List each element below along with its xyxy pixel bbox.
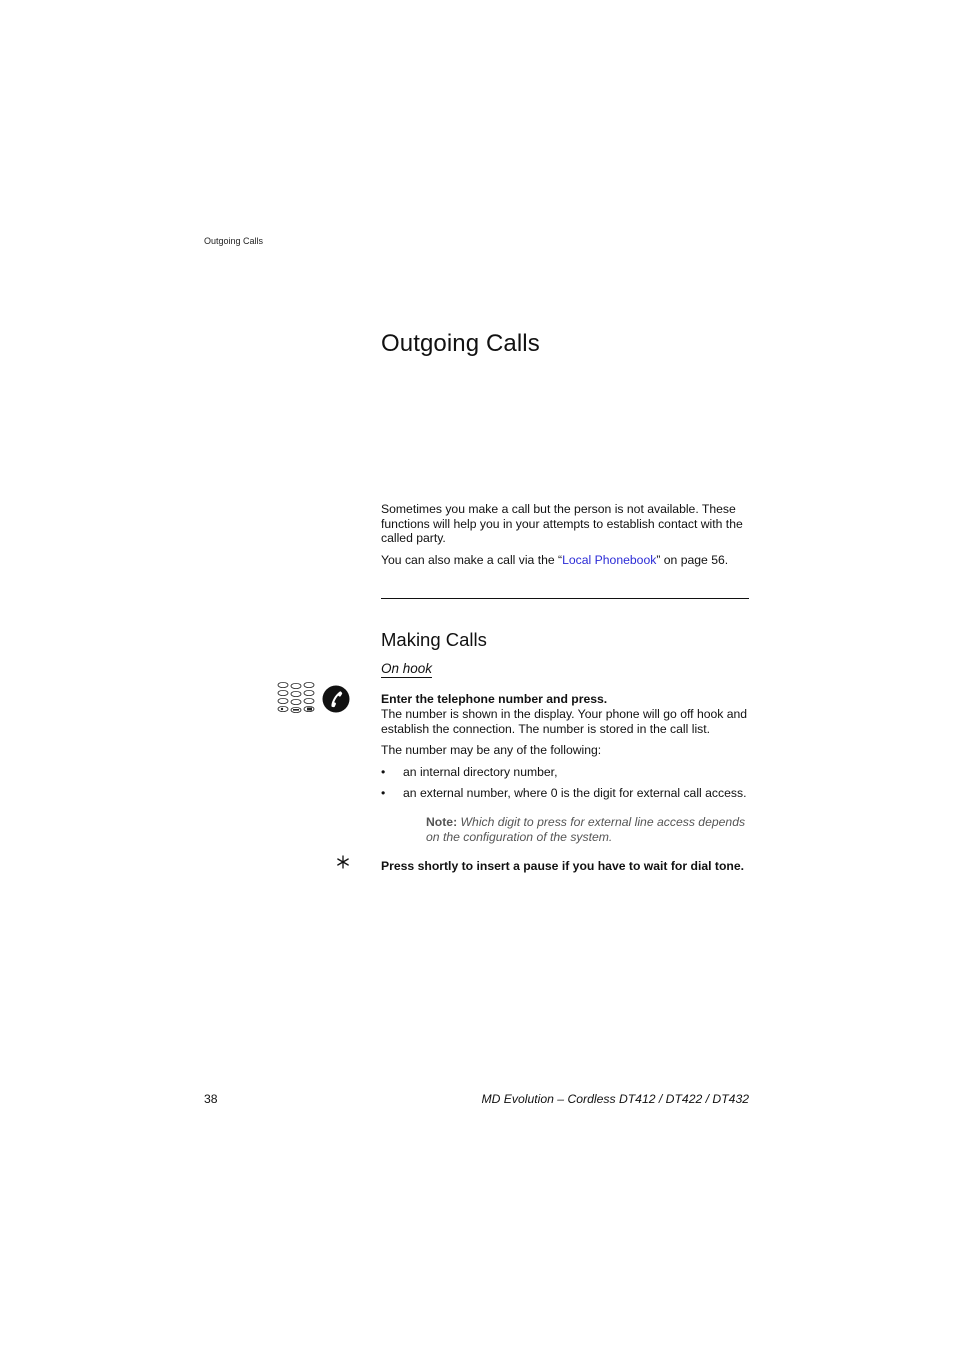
- number-types-intro: The number may be any of the following:: [381, 743, 602, 757]
- note-text: Which digit to press for external line access depends on the configuration of the system.: [426, 815, 746, 844]
- phonebook-prefix: You can also make a call via the “: [381, 553, 563, 567]
- subsection-heading: On hook: [381, 661, 433, 676]
- section-heading: Making Calls: [381, 629, 487, 650]
- phonebook-reference: [381, 553, 751, 568]
- section-divider: [381, 598, 749, 599]
- list-item-text: an internal directory number,: [403, 765, 558, 779]
- bullet-marker: •: [381, 786, 386, 800]
- running-header: Outgoing Calls: [204, 236, 264, 246]
- keypad-icon: [276, 681, 318, 715]
- step-insert-pause: Press shortly to insert a pause if you have to wait for dial tone.: [381, 859, 745, 873]
- intro-paragraph: Sometimes you make a call but the person is not available. These functions will help you in your attempts to establish contact with the called party.: [381, 502, 743, 546]
- note-label: Note:: [426, 815, 458, 829]
- bullet-marker: •: [381, 765, 386, 779]
- list-item: [381, 765, 761, 780]
- chapter-title: Outgoing Calls: [381, 330, 540, 357]
- list-item: [381, 786, 761, 801]
- page-number: 38: [204, 1092, 218, 1106]
- star-key-icon: [336, 855, 350, 869]
- phone-handset-icon: [322, 685, 350, 713]
- list-item-text: an external number, where 0 is the digit for external call access.: [403, 786, 747, 800]
- step-enter-number-description: The number is shown in the display. Your phone will go off hook and establish the connection. The number is stored in the call list.: [381, 707, 748, 736]
- step-enter-number: Enter the telephone number and press.: [381, 692, 608, 706]
- local-phonebook-link[interactable]: Local Phonebook: [562, 553, 657, 567]
- note: [426, 815, 756, 845]
- phonebook-suffix: ” on page 56.: [656, 553, 729, 567]
- footer-document-title: MD Evolution – Cordless DT412 / DT422 / DT432: [481, 1092, 749, 1106]
